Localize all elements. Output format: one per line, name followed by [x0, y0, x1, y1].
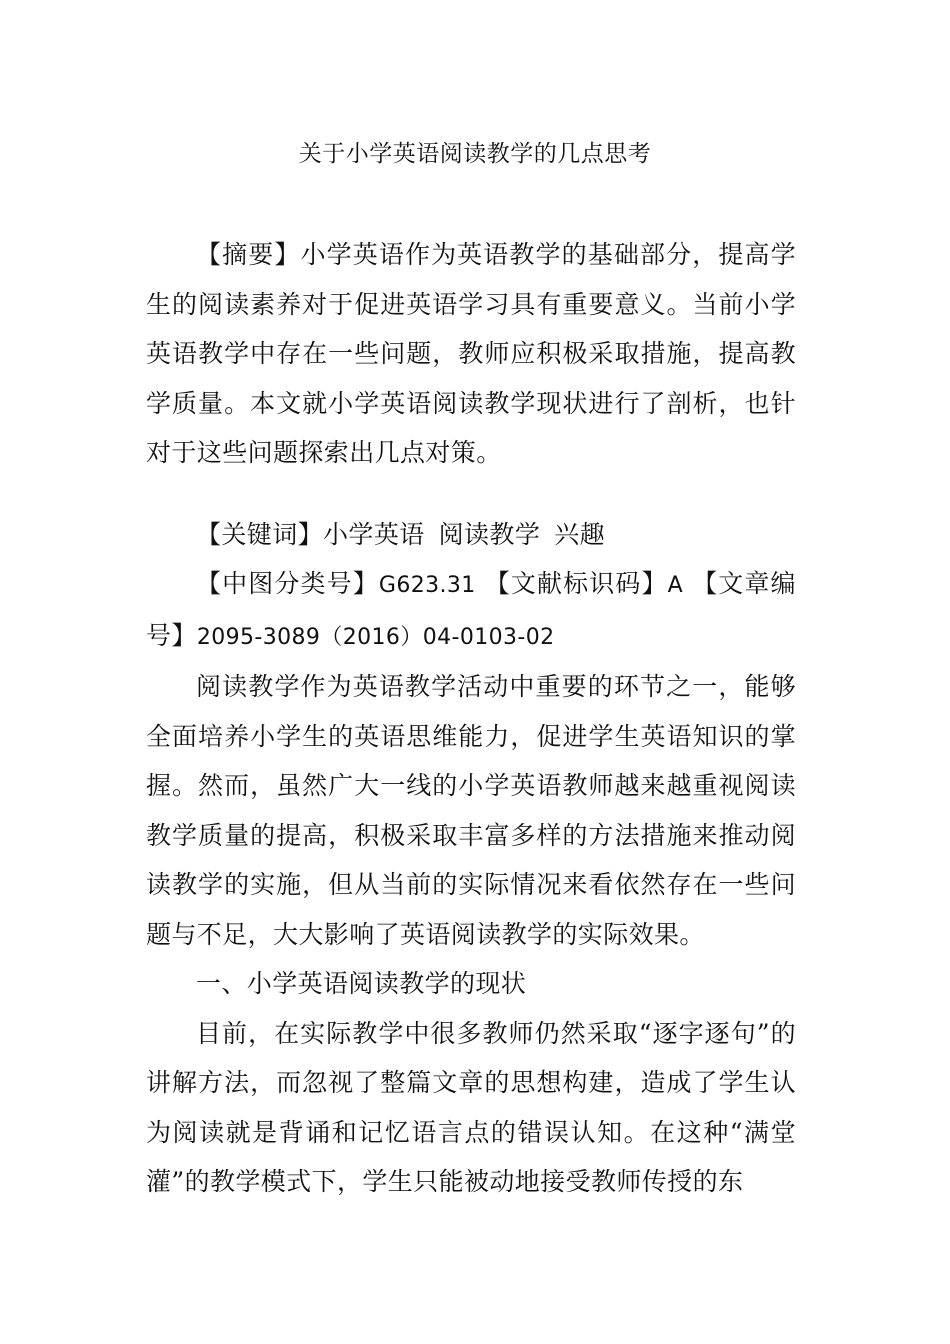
classification-line [146, 559, 796, 662]
keywords-label: 【关键词】 [196, 519, 324, 549]
keyword-item: 阅读教学 [438, 519, 541, 549]
abstract-paragraph: 【摘要】小学英语作为英语教学的基础部分，提高学生的阅读素养对于促进英语学习具有重要意义。当前小学英语教学中存在一些问题，教师应积极采取措施，提高教学质量。本文就小学英语阅读教学现状进行了剖析，也针对于这些问题探索出几点对策。 [146, 240, 796, 467]
keyword-item: 兴趣 [554, 519, 606, 549]
body-paragraph: 阅读教学作为英语教学活动中重要的环节之一，能够全面培养小学生的英语思维能力，促进学生英语知识的掌握。然而，虽然广大一线的小学英语教师越来越重视阅读教学质量的提高，积极采取丰富多样的方法措施来推动阅读教学的实施，但从当前的实际情况来看依然存在一些问题与不足，大大影响了英语阅读教学的实际效果。 [146, 672, 796, 949]
article-no-label: 【文章编号】 [146, 569, 796, 650]
doc-code-value: A [667, 573, 684, 598]
article-no-value: 2095-3089（2016）04-0103-02 [196, 624, 555, 650]
doc-code-label: 【文献标识码】 [484, 569, 668, 598]
section-heading: 一、小学英语阅读教学的现状 [196, 969, 527, 998]
keyword-item: 小学英语 [323, 519, 425, 549]
document-title: 关于小学英语阅读教学的几点思考 [298, 141, 652, 167]
body-paragraph: 目前，在实际教学中很多教师仍然采取“逐字逐句”的讲解方法，而忽视了整篇文章的思想构建，造成了学生认为阅读就是背诵和记忆语言点的错误认知。在这种“满堂灌”的教学模式下，学生只能被动地接受教师传授的东 [146, 1018, 796, 1196]
keywords-line [146, 510, 796, 560]
document-body [146, 230, 796, 1207]
clc-value: G623.31 [378, 573, 476, 598]
clc-label: 【中图分类号】 [196, 569, 379, 598]
